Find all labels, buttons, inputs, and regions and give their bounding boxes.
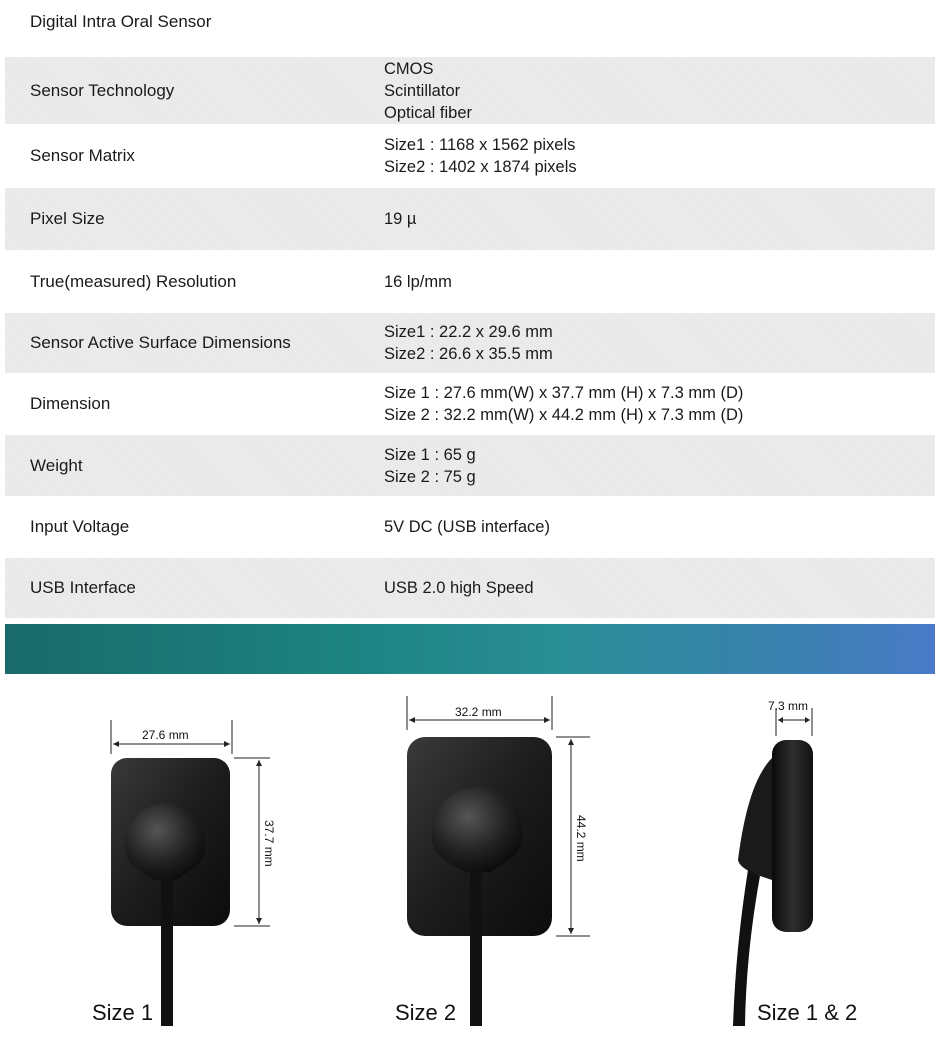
spec-label: True(measured) Resolution [30, 271, 237, 291]
size2-height-label: 44.2 mm [574, 815, 588, 862]
spec-table [5, 57, 935, 618]
spec-row-sensor-technology [5, 57, 935, 124]
spec-row-resolution [5, 250, 935, 313]
spec-row-pixel-size [5, 188, 935, 250]
spec-value: Size1 : 22.2 x 29.6 mm [384, 323, 553, 341]
sensor-side-view [733, 699, 813, 1026]
spec-value: Size 1 : 27.6 mm(W) x 37.7 mm (H) x 7.3 mm (D) [384, 384, 744, 402]
caption-side: Size 1 & 2 [757, 1000, 858, 1025]
spec-value: 5V DC (USB interface) [384, 518, 550, 536]
page-title: Digital Intra Oral Sensor [30, 12, 212, 31]
spec-row-input-voltage [5, 496, 935, 558]
side-view-dome [738, 758, 772, 880]
spec-row-dimension [5, 373, 935, 435]
spec-label: Input Voltage [30, 517, 130, 536]
spec-values [384, 58, 472, 124]
gradient-banner [5, 624, 935, 674]
side-depth-label: 7.3 mm [768, 699, 809, 713]
spec-values [384, 516, 550, 538]
caption-size2: Size 2 [395, 1000, 457, 1025]
spec-value: Size 2 : 32.2 mm(W) x 44.2 mm (H) x 7.3 mm (D) [384, 406, 744, 424]
spec-value: Scintillator [384, 81, 461, 100]
spec-value: Size2 : 26.6 x 35.5 mm [384, 345, 553, 363]
spec-values [384, 208, 416, 230]
spec-value: Optical fiber [384, 103, 473, 122]
spec-value: Size1 : 1168 x 1562 pixels [384, 136, 576, 154]
sensor-size1-cable [161, 876, 173, 1026]
size2-width-label: 32.2 mm [455, 705, 502, 719]
size1-height-label: 37.7 mm [262, 820, 276, 867]
spec-row-sensor-matrix [5, 124, 935, 188]
spec-values [384, 444, 476, 488]
spec-value: 19 µ [384, 210, 417, 228]
spec-values [384, 134, 577, 178]
sensor-size2 [407, 696, 590, 1026]
spec-row-weight [5, 435, 935, 496]
side-view-body [772, 740, 813, 932]
spec-label: Pixel Size [30, 209, 105, 228]
spec-label: Sensor Active Surface Dimensions [30, 333, 291, 352]
spec-value: Size2 : 1402 x 1874 pixels [384, 158, 577, 176]
spec-label: Sensor Technology [30, 80, 175, 100]
spec-label: USB Interface [30, 578, 136, 597]
sensor-size2-cable [470, 868, 482, 1026]
spec-value: 16 lp/mm [384, 272, 452, 291]
sensor-size1 [111, 720, 276, 1026]
spec-label: Sensor Matrix [30, 146, 135, 165]
spec-values [384, 321, 553, 365]
spec-values [384, 577, 534, 599]
spec-row-active-surface [5, 313, 935, 373]
caption-size1: Size 1 [92, 1000, 154, 1025]
spec-label: Weight [30, 455, 83, 475]
spec-value: Size 2 : 75 g [384, 467, 476, 486]
spec-value: Size 1 : 65 g [384, 445, 476, 464]
side-view-cable [733, 870, 760, 1026]
spec-value: USB 2.0 high Speed [384, 579, 534, 597]
spec-value: CMOS [384, 59, 434, 78]
spec-row-usb-interface [5, 558, 935, 618]
spec-label: Dimension [30, 394, 111, 413]
spec-values [384, 271, 452, 293]
size1-width-label: 27.6 mm [142, 728, 189, 742]
sensor-illustrations [0, 680, 941, 1051]
spec-values [384, 382, 743, 426]
